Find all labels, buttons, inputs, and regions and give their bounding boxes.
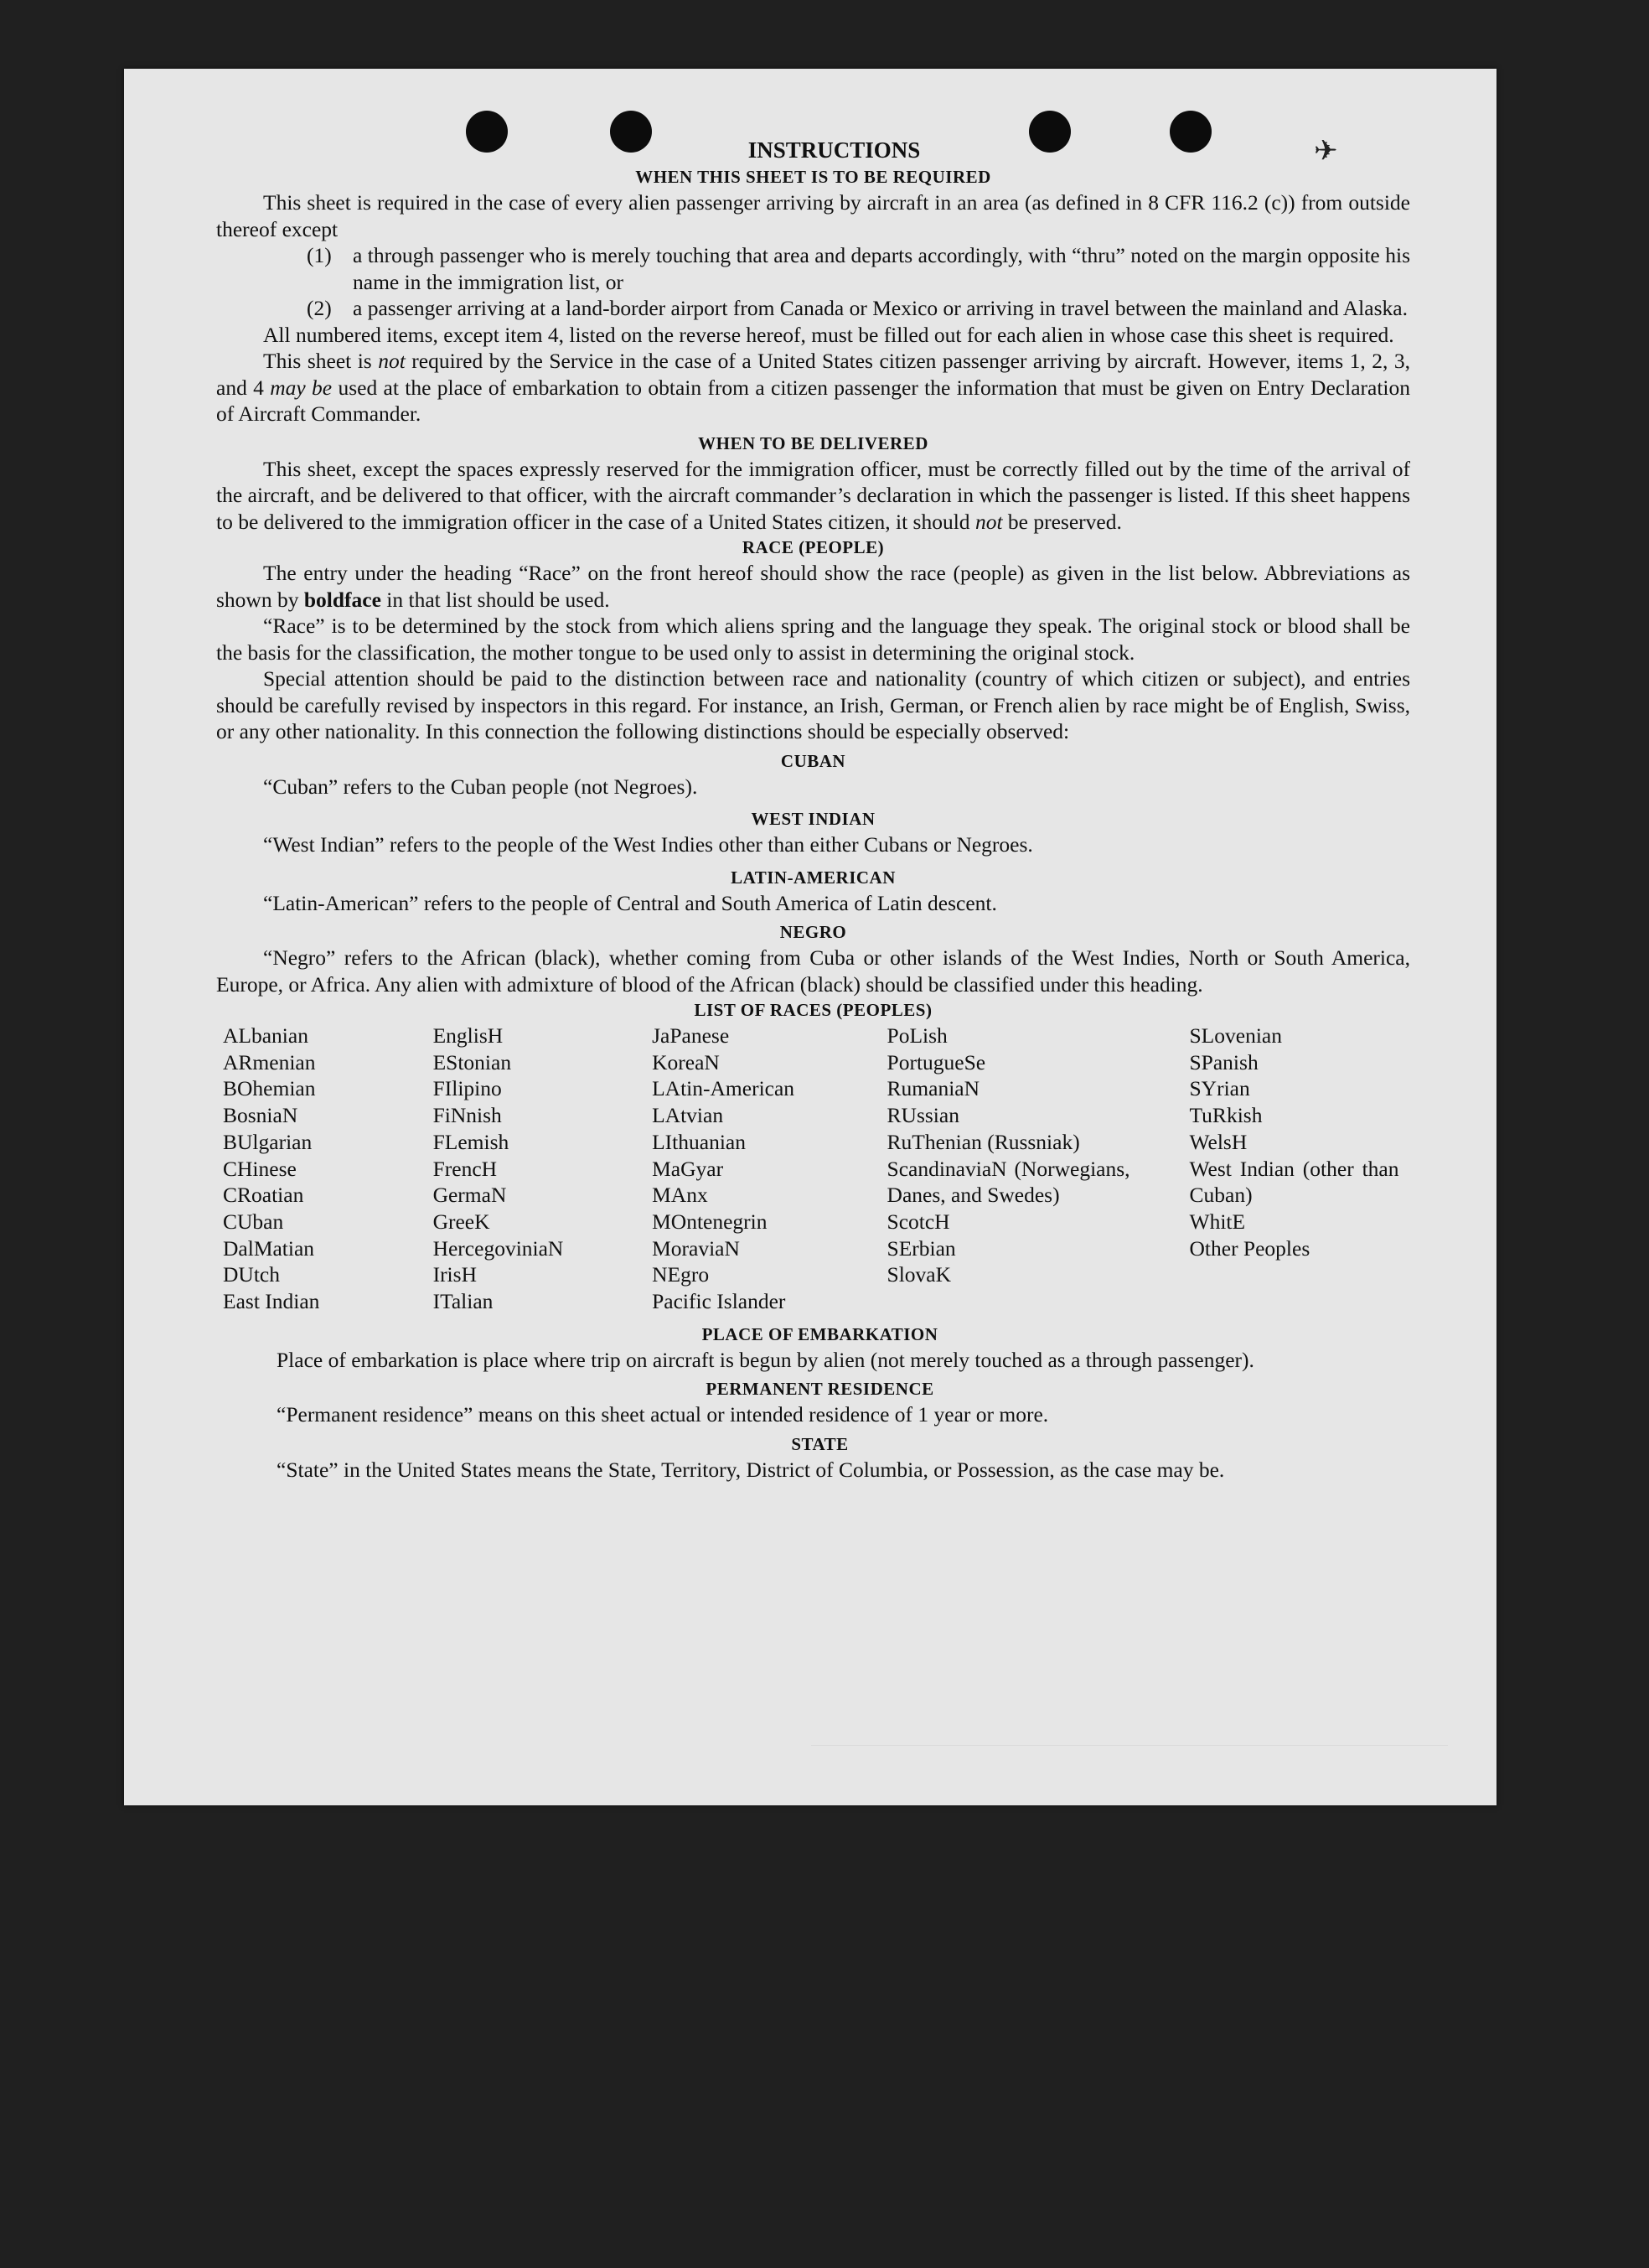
paragraph: Place of embarkation is place where trip on aircraft is begun by alien (not merely touched as a through passenger). (277, 1347, 1254, 1372)
race-entry: MOntenegrin (652, 1209, 768, 1234)
section-heading: LATIN-AMERICAN (731, 867, 896, 888)
paragraph: “Cuban” refers to the Cuban people (not Negroes). (263, 774, 698, 799)
paragraph: All numbered items, except item 4, listed on the reverse hereof, must be filled out for each alien in whose case this sheet is required. (263, 322, 1394, 347)
race-entry: EnglisH (432, 1023, 504, 1048)
section-heading: WEST INDIAN (751, 809, 876, 829)
race-entry: ScandinaviaN (Norwegians, Danes, and Swedes) (887, 1156, 1130, 1208)
race-entry: MAnx (652, 1183, 708, 1208)
race-entry: East Indian (223, 1289, 320, 1314)
section-heading: RACE (PEOPLE) (742, 537, 885, 557)
section-heading: STATE (791, 1433, 849, 1454)
race-entry: RUssian (887, 1103, 959, 1128)
race-entry: ITalian (432, 1289, 494, 1314)
race-entry: SYrian (1189, 1076, 1250, 1101)
item-text: a through passenger who is merely touching that area and departs accordingly, with “thru” noted on the margin opposite his name in the immigration list, or (353, 243, 1410, 294)
race-entry: RuThenian (Russniak) (887, 1129, 1080, 1154)
scan-mark: ✈ (1314, 134, 1338, 168)
race-entry: LIthuanian (652, 1129, 746, 1154)
section-heading: CUBAN (780, 750, 846, 771)
race-entry: DUtch (223, 1262, 280, 1287)
race-entry: CHinese (223, 1156, 297, 1181)
race-entry: SPanish (1189, 1049, 1259, 1074)
race-entry: FiNnish (432, 1103, 502, 1128)
race-entry: PoLish (887, 1023, 948, 1048)
race-entry: BOhemian (223, 1076, 316, 1101)
race-entry: SLovenian (1189, 1023, 1282, 1048)
race-entry: HercegoviniaN (432, 1235, 564, 1261)
race-entry: ARmenian (223, 1049, 316, 1074)
section-heading: LIST OF RACES (PEOPLES) (694, 1000, 933, 1020)
race-entry: GermaN (432, 1183, 507, 1208)
section-heading: PLACE OF EMBARKATION (701, 1323, 938, 1344)
race-entry: PortugueSe (887, 1049, 986, 1074)
list-item (216, 295, 1410, 322)
paragraph: The entry under the heading “Race” on the front hereof should show the race (people) as given in the list below. Abbreviations as shown by boldface in that list should be used. (216, 561, 1410, 612)
race-list (223, 1023, 1410, 1315)
paragraph: This sheet is not required by the Service in the case of a United States citizen passenger arriving by aircraft. However, items 1, 2, 3, and 4 may be used at the place of embarkation to obtain from a citizen passenger the information that must be given on Entry Declaration of Aircraft Commander. (216, 349, 1410, 426)
race-entry: Other Peoples (1189, 1235, 1310, 1261)
paragraph: “Negro” refers to the African (black), whether coming from Cuba or other islands of the West Indies, North or South America, Europe, or Africa. Any alien with admixture of blood of the African (black) should be classified under this heading. (216, 945, 1410, 997)
document-sheet (124, 69, 1497, 1805)
race-entry: WelsH (1189, 1129, 1248, 1154)
section-heading: WHEN TO BE DELIVERED (698, 432, 928, 453)
race-entry: GreeK (432, 1209, 490, 1234)
race-entry: SlovaK (887, 1262, 952, 1287)
race-entry: TuRkish (1189, 1103, 1263, 1128)
race-entry: NEgro (652, 1262, 710, 1287)
race-entry: BUlgarian (223, 1129, 313, 1154)
paragraph: This sheet is required in the case of every alien passenger arriving by aircraft in an area (as defined in 8 CFR 116.2 (c)) from outside thereof except (216, 190, 1410, 241)
instructions-body (216, 136, 1410, 1483)
bleed-through (811, 1745, 1448, 1779)
race-entry: KoreaN (652, 1049, 720, 1074)
race-entry: LAtvian (652, 1103, 724, 1128)
race-column (652, 1023, 887, 1315)
race-column (433, 1023, 653, 1315)
race-entry: ALbanian (223, 1023, 308, 1048)
paragraph: “Race” is to be determined by the stock from which aliens spring and the language they speak. The original stock or blood shall be the basis for the classification, the mother tongue to be used only to assist in determining the original stock. (216, 614, 1410, 665)
race-entry: West Indian (other than Cuban) (1189, 1156, 1399, 1208)
lower-sections (216, 1322, 1410, 1484)
race-entry: CUban (223, 1209, 284, 1234)
race-entry: SErbian (887, 1235, 956, 1261)
race-entry: MaGyar (652, 1156, 724, 1181)
paragraph: This sheet, except the spaces expressly reserved for the immigration officer, must be correctly filled out by the time of the arrival of the aircraft, and be delivered to that officer, with the aircraft commander’s declaration in which the passenger is listed. If this sheet happens to be delivered to the immigration officer in the case of a United States citizen, it should not be preserved. (216, 456, 1410, 534)
page-title: INSTRUCTIONS (747, 137, 921, 163)
race-column (223, 1023, 433, 1315)
item-number: (2) (307, 296, 332, 320)
item-number: (1) (307, 243, 332, 267)
item-text: a passenger arriving at a land-border airport from Canada or Mexico or arriving in travel between the mainland and Alaska. (353, 296, 1408, 320)
race-entry: JaPanese (652, 1023, 730, 1048)
race-column (887, 1023, 1190, 1315)
race-entry: WhitE (1189, 1209, 1246, 1234)
race-entry: IrisH (432, 1262, 477, 1287)
race-entry: BosniaN (223, 1103, 298, 1128)
race-entry: LAtin-American (652, 1076, 795, 1101)
race-entry: Pacific Islander (652, 1289, 786, 1314)
paragraph: “Permanent residence” means on this sheet actual or intended residence of 1 year or more. (277, 1402, 1049, 1427)
paragraph: “State” in the United States means the State, Territory, District of Columbia, or Possession, as the case may be. (277, 1457, 1225, 1482)
race-entry: MoraviaN (652, 1235, 740, 1261)
race-entry: FLemish (432, 1129, 509, 1154)
section-heading: PERMANENT RESIDENCE (706, 1379, 934, 1400)
list-item (216, 242, 1410, 295)
race-column (1190, 1023, 1411, 1315)
race-entry: CRoatian (223, 1183, 304, 1208)
race-entry: RumaniaN (887, 1076, 980, 1101)
race-entry: EStonian (432, 1049, 512, 1074)
paragraph: “Latin-American” refers to the people of Central and South America of Latin descent. (263, 890, 997, 915)
race-entry: DalMatian (223, 1235, 315, 1261)
race-entry: FIlipino (432, 1076, 502, 1101)
section-heading: WHEN THIS SHEET IS TO BE REQUIRED (635, 167, 991, 187)
paragraph: Special attention should be paid to the distinction between race and nationality (country of which citizen or subject), and entries should be carefully revised by inspectors in this regard. For instance, an Irish, German, or French alien by race might be of English, Swiss, or any other nationality. In this connection the following distinctions should be especially observed: (216, 666, 1410, 743)
race-entry: ScotcH (887, 1209, 950, 1234)
section-heading: NEGRO (779, 922, 847, 942)
paragraph: “West Indian” refers to the people of the West Indies other than either Cubans or Negroes. (263, 832, 1033, 857)
race-entry: FrencH (432, 1156, 498, 1181)
